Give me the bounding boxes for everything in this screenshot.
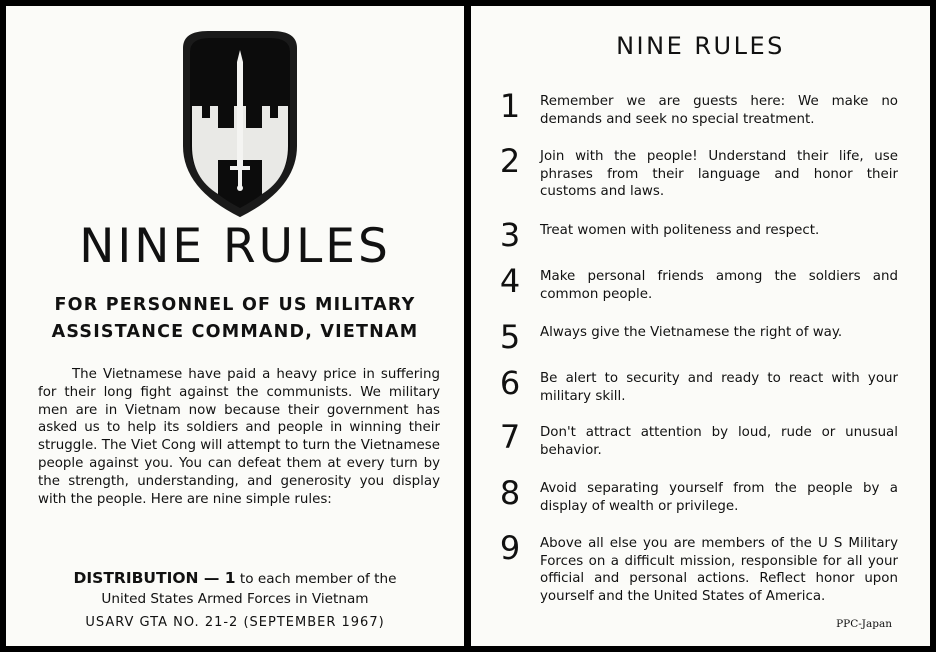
rule-number: 4 [499,262,521,300]
right-card [471,6,930,646]
distribution-note [6,568,464,609]
subtitle [6,292,464,346]
rule-number: 5 [499,318,521,356]
intro-paragraph: The Vietnamese have paid a heavy price in suffering for their long fight against the communists. We military men are in Vietnam now because their government has asked us to help its soldiers and people in winning their struggle. The Viet Cong will attempt to turn the Vietnamese people against you. You can defeat them at every turn by the strength, understanding, and generosity you display with the people. Here are nine simple rules: [38,367,440,507]
rules-list [471,6,930,646]
rule-text: Make personal friends among the soldiers and common people. [540,269,898,302]
subtitle-line-1: FOR PERSONNEL OF US MILITARY [54,295,416,315]
subtitle-line-2: ASSISTANCE COMMAND, VIETNAM [51,322,419,342]
rule-text: Treat women with politeness and respect. [540,223,820,238]
rule-text: Join with the people! Understand their life, use phrases from their language and honor their customs and laws. [540,149,898,199]
left-card [6,6,464,646]
rule-text: Above all else you are members of the U S Military Forces on a difficult mission, responsible for all your official and personal actions. Reflect honor upon yourself and the United States of America. [540,536,898,604]
distribution-label: DISTRIBUTION — 1 [73,569,236,587]
printer-mark: PPC-Japan [836,618,892,630]
rule-number: 6 [499,364,521,402]
rule-text: Avoid separating yourself from the people by a display of wealth or privilege. [540,481,898,514]
page-title: NINE RULES [79,219,391,274]
rule-text: Remember we are guests here: We make no demands and seek no special treatment. [540,94,898,127]
rule-text: Be alert to security and ready to react with your military skill. [540,371,898,404]
rule-number: 3 [499,216,521,254]
rule-number: 1 [499,87,521,125]
rules-title: NINE RULES [616,32,785,60]
distribution-line-2: United States Armed Forces in Vietnam [101,591,369,607]
distribution-text: to each member of the [239,571,397,587]
rule-number: 8 [499,474,521,512]
gta-reference: USARV GTA NO. 21-2 (SEPTEMBER 1967) [85,615,385,630]
macv-emblem-icon [178,28,302,218]
rule-text: Always give the Vietnamese the right of way. [540,325,843,340]
rule-text: Don't attract attention by loud, rude or unusual behavior. [540,425,898,458]
rule-number: 7 [499,418,521,456]
rule-number: 2 [499,142,521,180]
rule-number: 9 [499,529,521,567]
